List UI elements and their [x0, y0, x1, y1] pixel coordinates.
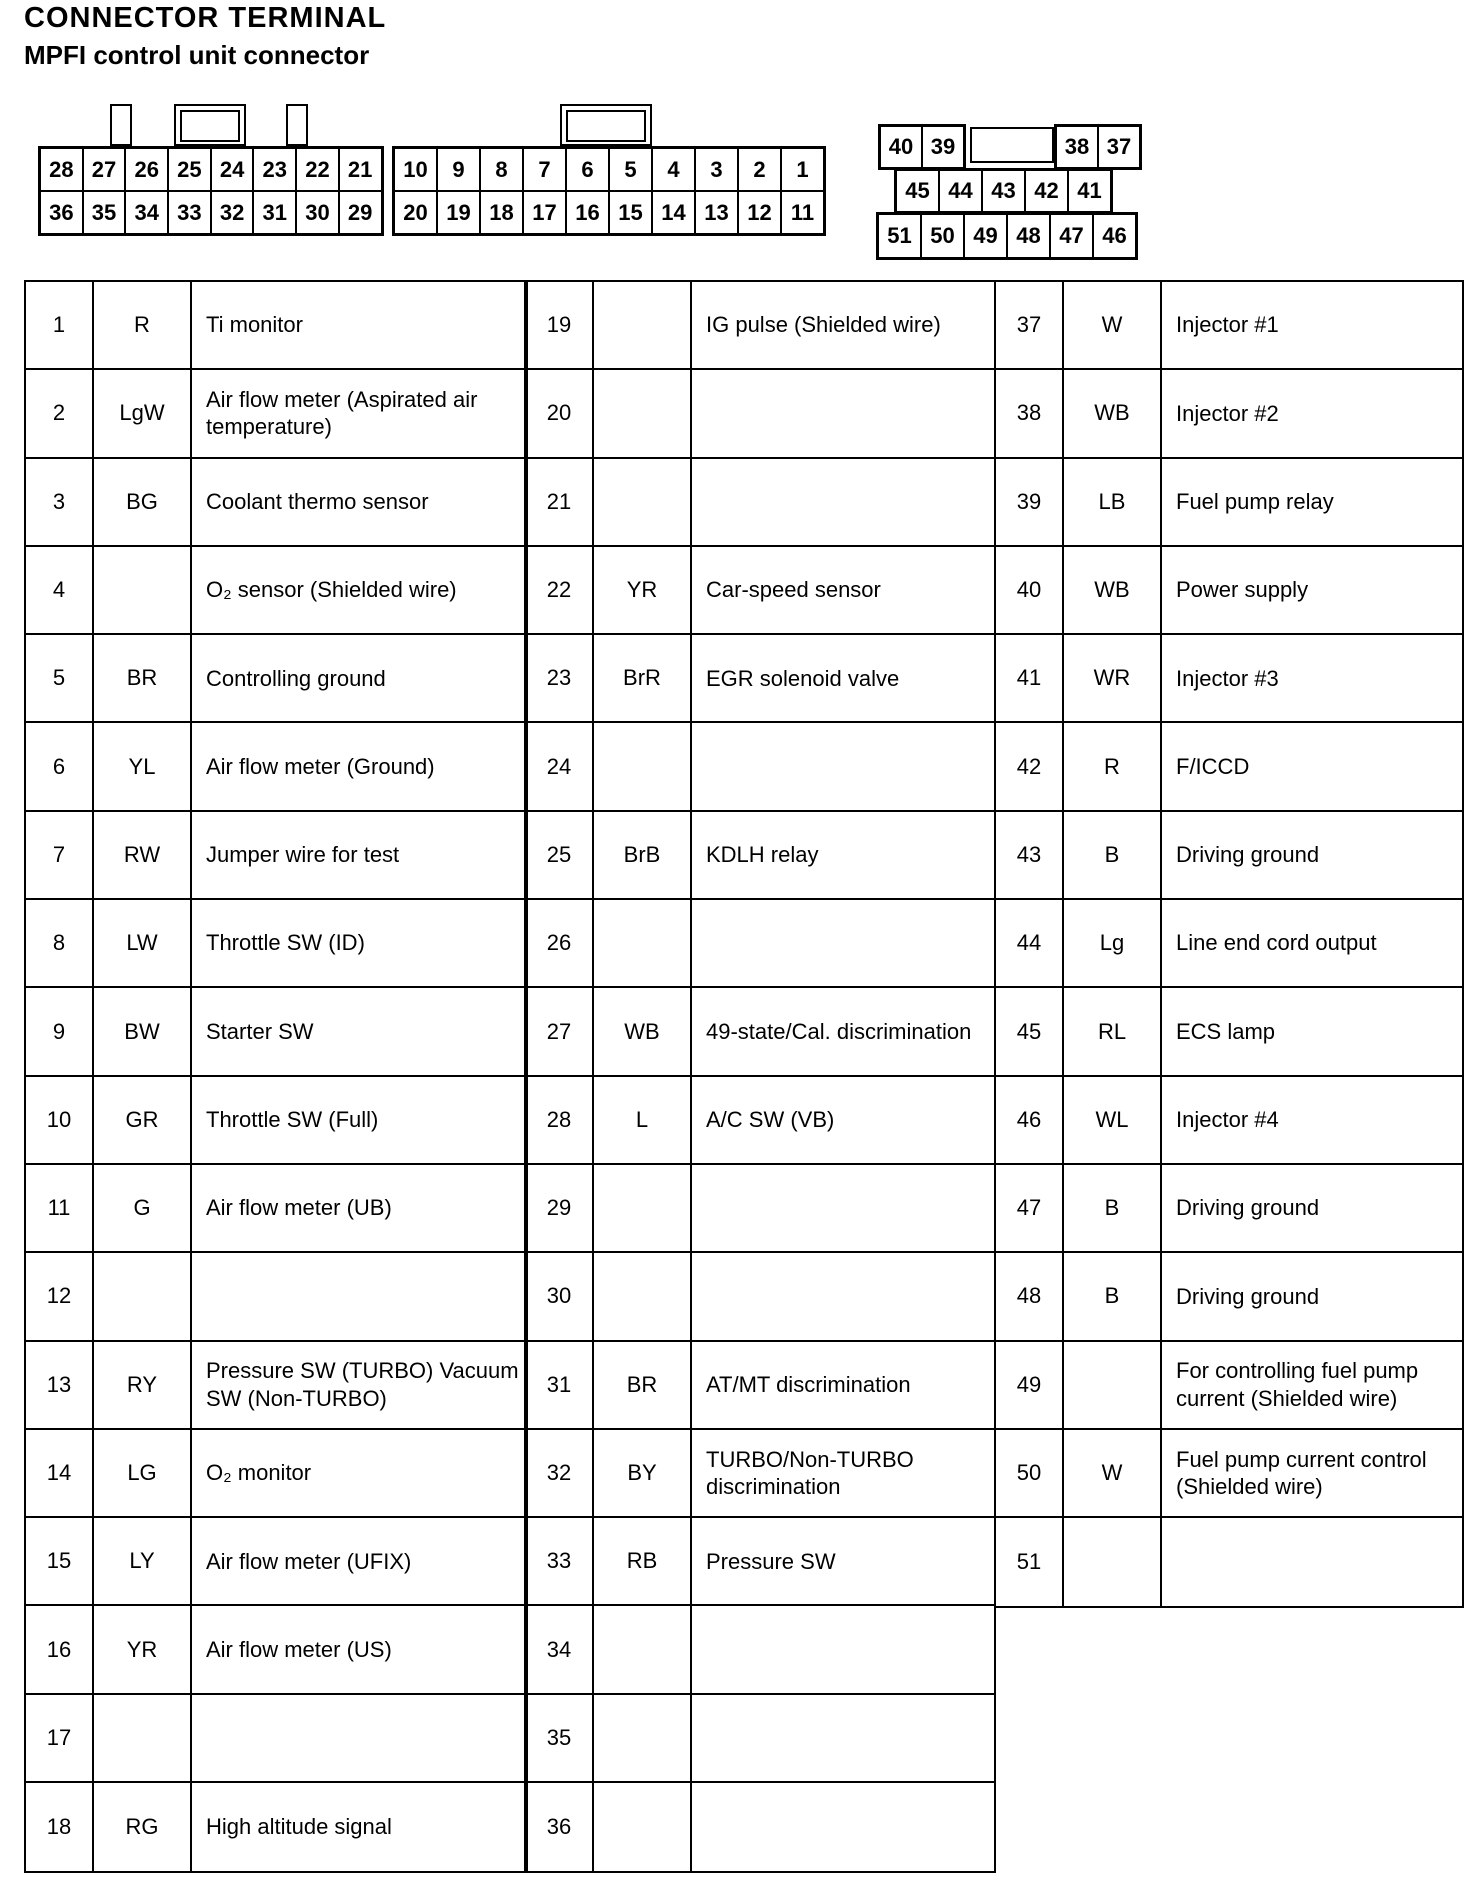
pin-number: 48: [996, 1253, 1064, 1339]
wire-color: R: [94, 282, 192, 368]
connector-pin-20: 20: [394, 191, 437, 234]
table-row: [26, 282, 526, 370]
pin-number: 25: [526, 812, 594, 898]
wire-color: [94, 1695, 192, 1781]
pin-number: 5: [26, 635, 94, 721]
pin-description: Air flow meter (Ground): [206, 753, 435, 779]
table-row: [26, 1783, 526, 1871]
pin-description: TURBO/Non-TURBO discrimination: [706, 1446, 914, 1499]
pin-description: Throttle SW (Full): [206, 1107, 379, 1133]
pin-number: 50: [996, 1430, 1064, 1516]
pin-number: 28: [526, 1077, 594, 1163]
pin-description: EGR solenoid valve: [706, 665, 900, 691]
wire-color: LB: [1064, 459, 1162, 545]
pin-description: Injector #4: [1176, 1107, 1279, 1133]
pin-number: 34: [526, 1606, 594, 1692]
wire-color: [594, 1253, 692, 1339]
connector-pin-2: 2: [738, 148, 781, 191]
connector-pin-29: 29: [339, 191, 382, 234]
pin-description: [692, 459, 994, 545]
pin-number: 47: [996, 1165, 1064, 1251]
table-row: [26, 988, 526, 1076]
table-row: [996, 988, 1462, 1076]
pin-description: A/C SW (VB): [706, 1107, 835, 1133]
connector-latch: [286, 104, 308, 146]
pin-table-19-36: [524, 280, 996, 1873]
table-row: [996, 900, 1462, 988]
wire-color: BW: [94, 988, 192, 1074]
wire-color: LgW: [94, 370, 192, 456]
table-row: [26, 1695, 526, 1783]
connector-pin-25: 25: [168, 148, 211, 191]
wire-color: W: [1064, 1430, 1162, 1516]
pin-description: O₂ monitor: [206, 1460, 312, 1486]
pin-number: 51: [996, 1518, 1064, 1606]
wire-color: [594, 282, 692, 368]
connector-pin-32: 32: [211, 191, 254, 234]
table-row: [996, 282, 1462, 370]
pin-description: [692, 1165, 994, 1251]
table-row: [526, 812, 994, 900]
wire-color: [1064, 1342, 1162, 1428]
table-row: [26, 370, 526, 458]
connector-pin-4: 4: [652, 148, 695, 191]
table-row: [26, 635, 526, 723]
connector-pin-27: 27: [83, 148, 126, 191]
connector-pin-51: 51: [878, 214, 921, 258]
wire-color: LG: [94, 1430, 192, 1516]
pin-description: Injector #2: [1176, 400, 1279, 426]
wire-color: LW: [94, 900, 192, 986]
pin-number: 38: [996, 370, 1064, 456]
table-row: [996, 1077, 1462, 1165]
connector-block-c-row1-left: [878, 124, 966, 170]
table-row: [26, 547, 526, 635]
connector-pin-23: 23: [253, 148, 296, 191]
pin-number: 18: [26, 1783, 94, 1871]
pin-number: 37: [996, 282, 1064, 368]
pin-table-37-51: [994, 280, 1464, 1608]
pin-number: 12: [26, 1253, 94, 1339]
table-row: [526, 1606, 994, 1694]
table-row: [26, 1518, 526, 1606]
table-row: [526, 1518, 994, 1606]
pin-number: 6: [26, 723, 94, 809]
pin-description: Injector #1: [1176, 312, 1279, 338]
connector-pin-30: 30: [296, 191, 339, 234]
pin-number: 19: [526, 282, 594, 368]
pin-description: [692, 370, 994, 456]
pin-number: 29: [526, 1165, 594, 1251]
connector-block-c-row3: [876, 212, 1138, 260]
pin-description: O₂ sensor (Shielded wire): [206, 577, 457, 603]
pin-number: 23: [526, 635, 594, 721]
pin-number: 8: [26, 900, 94, 986]
wire-color: WB: [1064, 547, 1162, 633]
table-row: [526, 459, 994, 547]
table-row: [26, 1606, 526, 1694]
pin-description: For controlling fuel pump current (Shielded wire): [1176, 1358, 1419, 1411]
pin-description: Driving ground: [1176, 1283, 1320, 1309]
table-row: [996, 1165, 1462, 1253]
wire-color: Lg: [1064, 900, 1162, 986]
connector-pin-15: 15: [609, 191, 652, 234]
pin-description: Power supply: [1176, 577, 1309, 603]
table-row: [526, 1430, 994, 1518]
table-row: [526, 1695, 994, 1783]
page-title: CONNECTOR TERMINAL: [24, 2, 387, 34]
wire-color: GR: [94, 1077, 192, 1163]
page-subtitle: MPFI control unit connector: [24, 40, 370, 70]
connector-pin-5: 5: [609, 148, 652, 191]
pin-description: Fuel pump current control (Shielded wire): [1176, 1446, 1427, 1499]
pin-description: Air flow meter (UFIX): [206, 1548, 412, 1574]
wire-color: [594, 900, 692, 986]
connector-pin-37: 37: [1098, 126, 1140, 168]
wire-color: [594, 459, 692, 545]
pin-description: Air flow meter (UB): [206, 1195, 392, 1221]
pin-description: Starter SW: [206, 1018, 314, 1044]
connector-pin-28: 28: [40, 148, 83, 191]
connector-pin-22: 22: [296, 148, 339, 191]
wire-color: WL: [1064, 1077, 1162, 1163]
table-row: [26, 1430, 526, 1518]
pin-number: 3: [26, 459, 94, 545]
connector-pin-39: 39: [922, 126, 964, 168]
wire-color: W: [1064, 282, 1162, 368]
connector-pin-46: 46: [1093, 214, 1136, 258]
connector-pin-19: 19: [437, 191, 480, 234]
connector-pin-9: 9: [437, 148, 480, 191]
table-row: [526, 723, 994, 811]
connector-pin-13: 13: [695, 191, 738, 234]
pin-number: 30: [526, 1253, 594, 1339]
pin-number: 33: [526, 1518, 594, 1604]
connector-pin-7: 7: [523, 148, 566, 191]
pin-number: 42: [996, 723, 1064, 809]
wire-color: RG: [94, 1783, 192, 1871]
connector-pin-36: 36: [40, 191, 83, 234]
table-row: [996, 635, 1462, 723]
pin-description: High altitude signal: [206, 1814, 392, 1840]
connector-block-a: [38, 146, 384, 236]
table-row: [526, 370, 994, 458]
wire-color: RB: [594, 1518, 692, 1604]
wire-color: [1064, 1518, 1162, 1606]
wire-color: YR: [594, 547, 692, 633]
connector-pin-48: 48: [1007, 214, 1050, 258]
pin-number: 16: [26, 1606, 94, 1692]
pin-description: [1162, 1518, 1462, 1606]
pin-number: 32: [526, 1430, 594, 1516]
pin-description: [692, 900, 994, 986]
pin-description: Car-speed sensor: [706, 577, 881, 603]
wire-color: [594, 1783, 692, 1871]
pin-number: 27: [526, 988, 594, 1074]
pin-description: Ti monitor: [206, 312, 303, 338]
wire-color: BG: [94, 459, 192, 545]
table-row: [526, 1342, 994, 1430]
pin-description: Jumper wire for test: [206, 842, 400, 868]
connector-pin-8: 8: [480, 148, 523, 191]
pin-description: Driving ground: [1176, 842, 1320, 868]
pin-description: Controlling ground: [206, 665, 386, 691]
table-row: [996, 723, 1462, 811]
wire-color: [94, 1253, 192, 1339]
wire-color: BR: [94, 635, 192, 721]
table-row: [26, 459, 526, 547]
connector-block-c-row2: [894, 168, 1113, 214]
connector-pin-43: 43: [982, 170, 1025, 212]
connector-pin-40: 40: [880, 126, 922, 168]
pin-number: 35: [526, 1695, 594, 1781]
wire-color: YR: [94, 1606, 192, 1692]
pin-description: [692, 1606, 994, 1692]
connector-block-c-row1-right: [1054, 124, 1142, 170]
connector-pin-6: 6: [566, 148, 609, 191]
connector-pin-11: 11: [781, 191, 824, 234]
pin-description: [692, 1695, 994, 1781]
pin-number: 31: [526, 1342, 594, 1428]
pin-number: 1: [26, 282, 94, 368]
connector-latch-slot: [180, 110, 240, 142]
pin-number: 40: [996, 547, 1064, 633]
connector-pin-26: 26: [125, 148, 168, 191]
wire-color: YL: [94, 723, 192, 809]
wire-color: RW: [94, 812, 192, 898]
table-row: [996, 1342, 1462, 1430]
table-row: [526, 900, 994, 988]
connector-pin-47: 47: [1050, 214, 1093, 258]
pin-description: [192, 1253, 526, 1339]
table-row: [526, 988, 994, 1076]
connector-pin-41: 41: [1068, 170, 1111, 212]
connector-latch-slot: [566, 110, 646, 142]
table-row: [996, 370, 1462, 458]
connector-latch: [110, 104, 132, 146]
pin-description: Line end cord output: [1176, 930, 1377, 956]
connector-pin-17: 17: [523, 191, 566, 234]
table-row: [996, 1430, 1462, 1518]
wire-color: BrB: [594, 812, 692, 898]
pin-description: Pressure SW: [706, 1548, 836, 1574]
wire-color: B: [1064, 1253, 1162, 1339]
table-row: [26, 1342, 526, 1430]
wire-color: L: [594, 1077, 692, 1163]
pin-number: 20: [526, 370, 594, 456]
pin-description: AT/MT discrimination: [706, 1371, 911, 1397]
connector-pin-33: 33: [168, 191, 211, 234]
pin-number: 15: [26, 1518, 94, 1604]
pin-number: 45: [996, 988, 1064, 1074]
pin-number: 43: [996, 812, 1064, 898]
wire-color: WB: [594, 988, 692, 1074]
pin-number: 14: [26, 1430, 94, 1516]
connector-pin-49: 49: [964, 214, 1007, 258]
table-row: [996, 547, 1462, 635]
table-row: [996, 459, 1462, 547]
table-row: [996, 1518, 1462, 1606]
pin-description: Pressure SW (TURBO) Vacuum SW (Non-TURBO): [206, 1358, 519, 1411]
connector-block-b: [392, 146, 826, 236]
table-row: [26, 900, 526, 988]
pin-description: [192, 1695, 526, 1781]
table-row: [26, 1077, 526, 1165]
pin-table-1-18: [24, 280, 528, 1873]
pin-description: Throttle SW (ID): [206, 930, 365, 956]
wire-color: BrR: [594, 635, 692, 721]
table-row: [526, 547, 994, 635]
pin-description: F/ICCD: [1176, 753, 1250, 779]
wire-color: [594, 1606, 692, 1692]
pin-number: 36: [526, 1783, 594, 1871]
wire-color: WR: [1064, 635, 1162, 721]
pin-description: Driving ground: [1176, 1195, 1320, 1221]
table-row: [996, 1253, 1462, 1341]
pin-description: ECS lamp: [1176, 1018, 1276, 1044]
connector-pin-44: 44: [939, 170, 982, 212]
wire-color: R: [1064, 723, 1162, 809]
pin-number: 24: [526, 723, 594, 809]
pin-number: 13: [26, 1342, 94, 1428]
pin-description: [692, 1783, 994, 1871]
pin-number: 26: [526, 900, 594, 986]
table-row: [26, 723, 526, 811]
connector-pin-24: 24: [211, 148, 254, 191]
pin-number: 2: [26, 370, 94, 456]
pin-number: 10: [26, 1077, 94, 1163]
wire-color: [94, 547, 192, 633]
connector-pin-42: 42: [1025, 170, 1068, 212]
table-row: [526, 1253, 994, 1341]
connector-pin-10: 10: [394, 148, 437, 191]
table-row: [26, 1165, 526, 1253]
pin-number: 22: [526, 547, 594, 633]
wire-color: [594, 1695, 692, 1781]
connector-pin-50: 50: [921, 214, 964, 258]
pin-number: 44: [996, 900, 1064, 986]
wire-color: B: [1064, 1165, 1162, 1251]
connector-pin-31: 31: [253, 191, 296, 234]
connector-pin-34: 34: [125, 191, 168, 234]
wire-color: BY: [594, 1430, 692, 1516]
connector-pin-38: 38: [1056, 126, 1098, 168]
table-row: [996, 812, 1462, 900]
pin-number: 4: [26, 547, 94, 633]
table-row: [526, 635, 994, 723]
connector-pin-16: 16: [566, 191, 609, 234]
connector-pin-14: 14: [652, 191, 695, 234]
wire-color: B: [1064, 812, 1162, 898]
pin-number: 21: [526, 459, 594, 545]
pin-description: IG pulse (Shielded wire): [706, 312, 941, 338]
table-row: [526, 282, 994, 370]
pin-description: [692, 723, 994, 809]
connector-latch-slot: [970, 127, 1054, 163]
pin-description: Injector #3: [1176, 665, 1279, 691]
wire-color: LY: [94, 1518, 192, 1604]
pin-number: 49: [996, 1342, 1064, 1428]
pin-description: KDLH relay: [706, 842, 819, 868]
table-row: [26, 1253, 526, 1341]
wire-color: [594, 370, 692, 456]
pin-description: 49-state/Cal. discrimination: [706, 1018, 972, 1044]
pin-number: 39: [996, 459, 1064, 545]
pin-description: [692, 1253, 994, 1339]
connector-pin-35: 35: [83, 191, 126, 234]
wire-color: WB: [1064, 370, 1162, 456]
table-row: [526, 1165, 994, 1253]
wire-color: BR: [594, 1342, 692, 1428]
wire-color: RL: [1064, 988, 1162, 1074]
table-row: [26, 812, 526, 900]
wire-color: [594, 1165, 692, 1251]
table-row: [526, 1783, 994, 1871]
pin-number: 17: [26, 1695, 94, 1781]
connector-pin-45: 45: [896, 170, 939, 212]
table-row: [526, 1077, 994, 1165]
pin-description: Coolant thermo sensor: [206, 488, 429, 514]
pin-description: Air flow meter (US): [206, 1636, 392, 1662]
connector-pin-18: 18: [480, 191, 523, 234]
connector-pin-3: 3: [695, 148, 738, 191]
pin-number: 7: [26, 812, 94, 898]
pin-number: 41: [996, 635, 1064, 721]
connector-pin-1: 1: [781, 148, 824, 191]
pin-description: Air flow meter (Aspirated air temperature): [206, 386, 478, 440]
pin-number: 11: [26, 1165, 94, 1251]
wire-color: G: [94, 1165, 192, 1251]
connector-pin-12: 12: [738, 191, 781, 234]
wire-color: RY: [94, 1342, 192, 1428]
pin-number: 46: [996, 1077, 1064, 1163]
connector-pin-21: 21: [339, 148, 382, 191]
pin-description: Fuel pump relay: [1176, 488, 1334, 514]
wire-color: [594, 723, 692, 809]
pin-number: 9: [26, 988, 94, 1074]
